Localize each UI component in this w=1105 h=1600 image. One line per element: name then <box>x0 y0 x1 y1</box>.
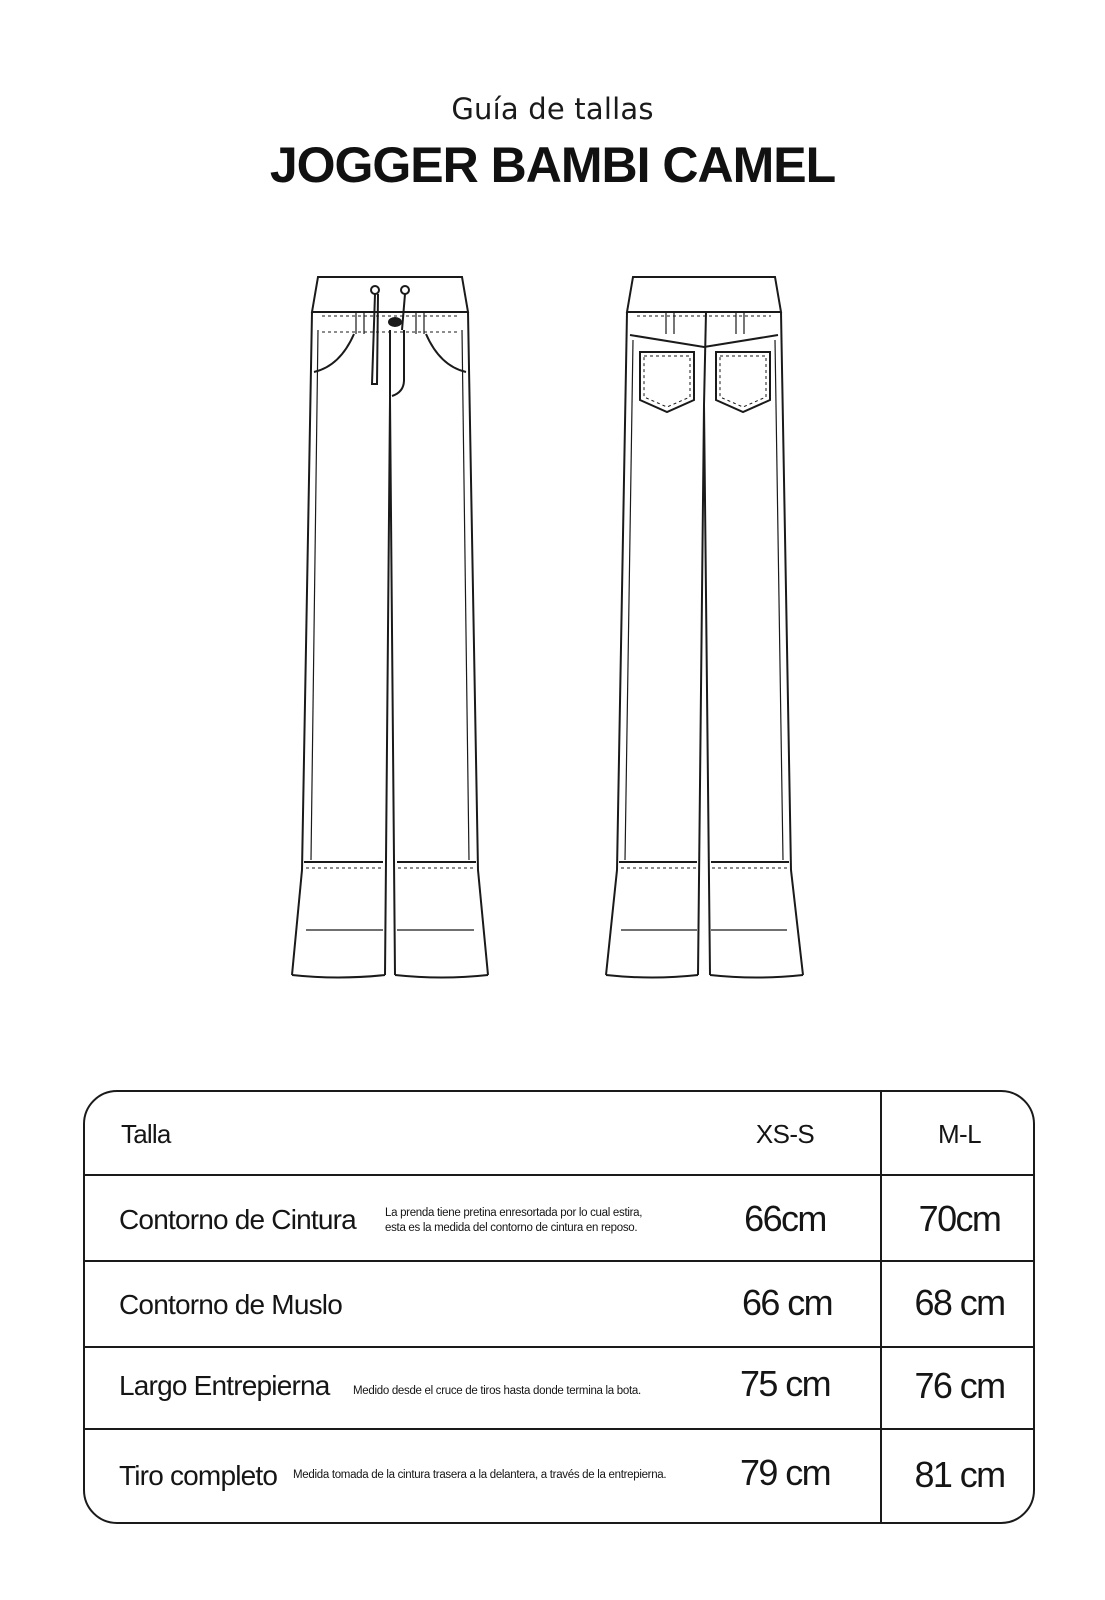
row-note-line: Medida tomada de la cintura trasera a la delantera, a través de la entrepierna. <box>293 1469 667 1481</box>
value-xs-s: 66cm <box>744 1198 826 1239</box>
pants-front-icon <box>292 277 488 978</box>
size-table <box>83 1090 1035 1524</box>
table-row <box>85 1348 1033 1430</box>
page-subtitle: Guía de tallas <box>451 92 654 126</box>
row-label: Largo Entrepierna <box>119 1370 330 1401</box>
value-xs-s: 79 cm <box>739 1452 831 1493</box>
table-row <box>85 1262 1033 1348</box>
row-label: Tiro completo <box>119 1460 278 1491</box>
value-m-l: 81 cm <box>914 1454 1005 1495</box>
page-title: JOGGER BAMBI CAMEL <box>269 137 836 193</box>
size-header-xs-s: XS-S <box>755 1119 815 1149</box>
pants-illustration <box>280 270 830 1010</box>
row-note-line: La prenda tiene pretina enresortada por lo cual estira, <box>385 1207 643 1219</box>
value-m-l: 70cm <box>918 1198 1001 1239</box>
value-xs-s: 75 cm <box>739 1363 831 1404</box>
row-label: Contorno de Cintura <box>119 1204 356 1235</box>
table-header-row <box>85 1092 1033 1176</box>
row-note <box>353 1384 641 1399</box>
row-label: Contorno de Muslo <box>119 1289 342 1320</box>
value-m-l: 76 cm <box>914 1365 1005 1406</box>
row-note <box>293 1468 666 1483</box>
size-header-label: Talla <box>121 1119 171 1149</box>
row-note-line: esta es la medida del contorno de cintura en reposo. <box>385 1222 638 1234</box>
table-row <box>85 1430 1033 1524</box>
size-header-m-l: M-L <box>938 1119 981 1149</box>
value-xs-s: 66 cm <box>741 1282 833 1323</box>
row-note <box>385 1206 642 1236</box>
table-row <box>85 1176 1033 1262</box>
pants-back-icon <box>606 277 803 978</box>
row-note-line: Medido desde el cruce de tiros hasta donde termina la bota. <box>353 1385 641 1397</box>
value-m-l: 68 cm <box>914 1282 1005 1323</box>
